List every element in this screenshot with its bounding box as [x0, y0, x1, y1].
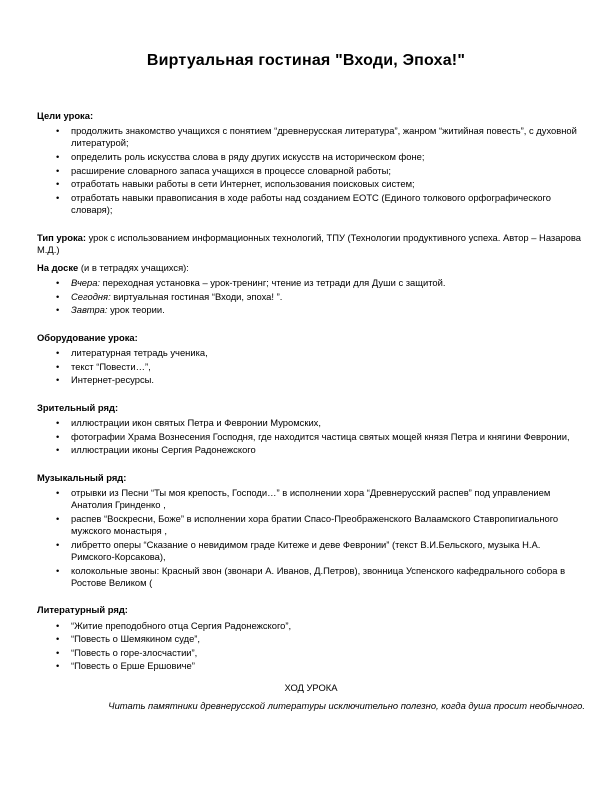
music-list: [37, 487, 585, 589]
list-item: • распев “Воскресни, Боже” в исполнении хора братии Спасо-Преображенского Валаамского Ставропигиального мужского монастыря ,: [37, 513, 585, 537]
list-item: • иллюстрации иконы Сергия Радонежского: [37, 444, 585, 456]
epigraph: Читать памятники древнерусской литературы исключительно полезно, когда душа просит необычного.: [108, 699, 585, 711]
visual-list: [37, 417, 585, 456]
equipment-heading: Оборудование урока:: [37, 331, 138, 343]
board-item-text: виртуальная гостиная “Входи, эпоха! ”.: [110, 290, 283, 302]
board-label: На доске: [37, 261, 79, 273]
list-item: • иллюстрации икон святых Петра и Февронии Муромских,: [37, 417, 585, 429]
literary-list: [37, 620, 585, 673]
list-item: • “Житие преподобного отца Сергия Радонежского”,: [37, 620, 585, 632]
list-item: • “Повесть о горе-злосчастии”,: [37, 647, 585, 659]
board-item-text: переходная установка – урок-тренинг; чтение из тетради для Души с защитой.: [100, 277, 446, 289]
list-item: [37, 277, 585, 289]
goals-list: [37, 125, 585, 216]
board-heading: [37, 262, 585, 274]
list-item: • отработать навыки правописания в ходе работы над созданием ЕОТС (Единого толкового орфографического словаря);: [37, 192, 585, 216]
list-item: • Интернет-ресурсы.: [37, 374, 585, 386]
list-item: • колокольные звоны: Красный звон (звонари А. Иванов, Д.Петров), звонница Успенского кафедрального собора в Ростове Великом (: [37, 565, 585, 589]
list-item: • фотографии Храма Вознесения Господня, где находится частица святых мощей князя Петра и княгини Февронии,: [37, 431, 585, 443]
list-item: • отрывки из Песни “Ты моя крепость, Господи…” в исполнении хора “Древнерусский распев” под управлением Анатолия Гринденко ,: [37, 487, 585, 511]
list-item: • литературная тетрадь ученика,: [37, 347, 585, 359]
literary-heading: Литературный ряд:: [37, 604, 128, 616]
visual-heading: Зрительный ряд:: [37, 401, 119, 413]
list-item: • “Повесть о Шемякином суде”,: [37, 633, 585, 645]
document-body: [37, 110, 585, 712]
list-item: • определить роль искусства слова в ряду других искусств на историческом фоне;: [37, 151, 585, 163]
list-item: • продолжить знакомство учащихся с понятием “древнерусская литература”, жанром “житийная повесть”, с духовной литературой;: [37, 125, 585, 149]
lesson-course-heading: ХОД УРОКА: [284, 681, 338, 693]
board-list: [37, 277, 585, 316]
page-title: Виртуальная гостиная "Входи, Эпоха!": [146, 52, 466, 69]
board-suffix: (и в тетрадях учащихся):: [78, 261, 189, 273]
lesson-type-text: урок с использованием информационных технологий, ТПУ (Технологии продуктивного успеха. Автор – Назарова М.Д.): [37, 231, 581, 255]
list-item: [37, 291, 585, 303]
lesson-type: [37, 232, 585, 256]
board-item-lead: Вчера:: [71, 277, 101, 289]
list-item: • расширение словарного запаса учащихся в процессе словарной работы;: [37, 165, 585, 177]
goals-heading: Цели урока:: [37, 110, 94, 121]
list-item: • либретто оперы “Сказание о невидимом граде Китеже и деве Февронии” (текст В.И.Бельского, музыка Н.А. Римского-Корсакова),: [37, 539, 585, 563]
board-item-lead: Завтра:: [71, 304, 108, 316]
list-item: • текст “Повести…”,: [37, 361, 585, 373]
list-item: [37, 304, 585, 316]
list-item: • отработать навыки работы в сети Интернет, использования поисковых систем;: [37, 178, 585, 190]
board-item-text: урок теории.: [107, 304, 165, 316]
music-heading: Музыкальный ряд:: [37, 471, 127, 483]
list-item: • “Повесть о Ерше Ершовиче”: [37, 660, 585, 672]
board-item-lead: Сегодня:: [71, 290, 111, 302]
equipment-list: [37, 347, 585, 386]
lesson-type-label: Тип урока:: [37, 231, 86, 243]
